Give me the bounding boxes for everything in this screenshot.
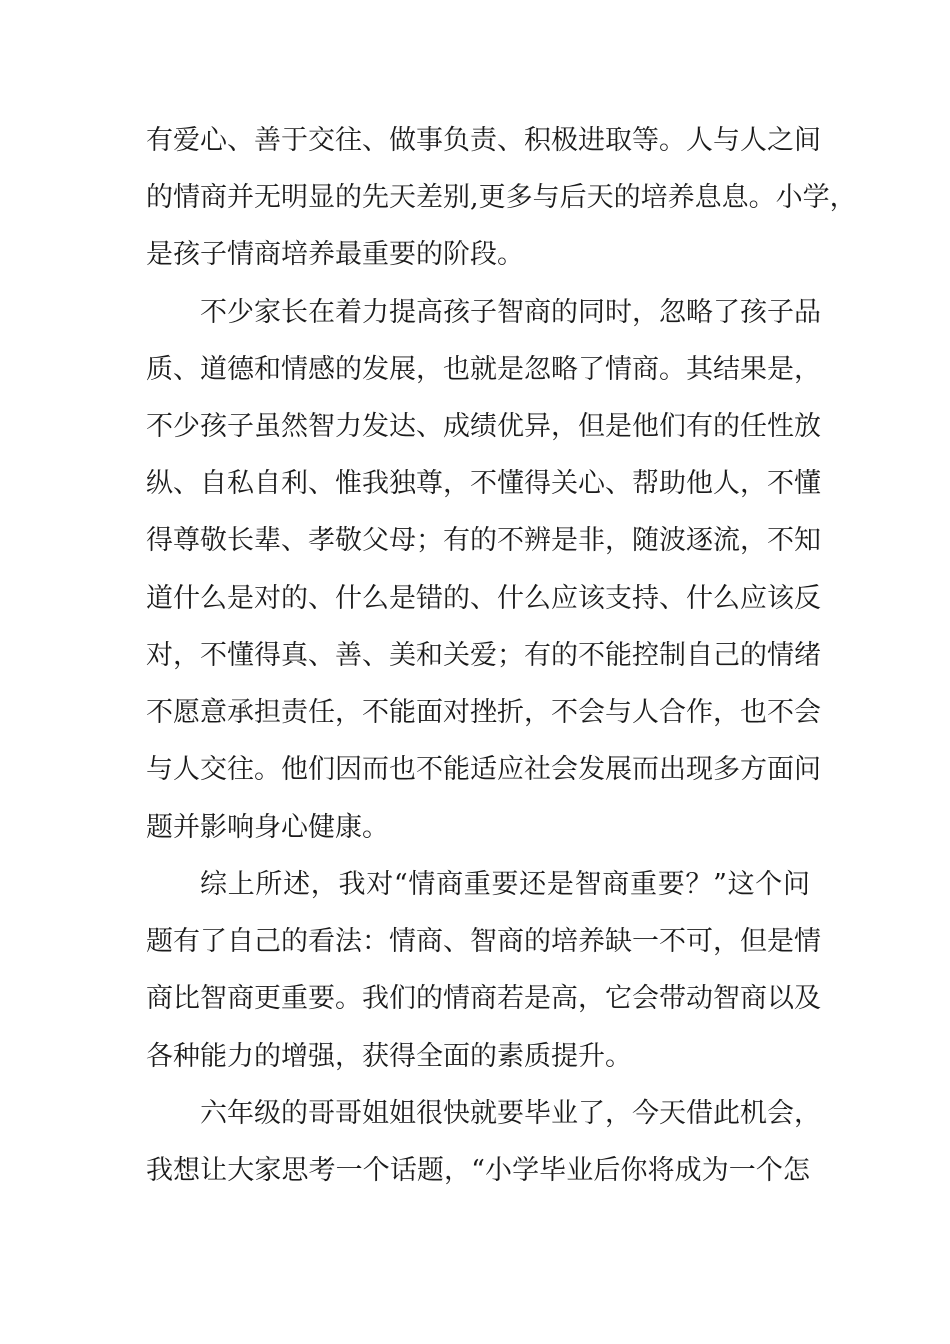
text-line: 是孩子情商培养最重要的阶段。 [146,239,524,270]
text-line: 得尊敬长辈、孝敬父母；有的不辨是非，随波逐流，不知 [146,525,821,556]
text-line: 的情商并无明显的先天差别,更多与后天的培养息息。小学， [146,182,857,213]
text-line: 题并影响身心健康。 [146,812,389,843]
text-line: 不少孩子虽然智力发达、成绩优异，但是他们有的任性放 [146,411,821,442]
paragraph-start-line: 六年级的哥哥姐姐很快就要毕业了，今天借此机会， [200,1098,821,1129]
text-line: 纵、自私自利、惟我独尊，不懂得关心、帮助他人，不懂 [146,468,821,499]
text-line: 各种能力的增强，获得全面的素质提升。 [146,1041,632,1072]
text-line: 道什么是对的、什么是错的、什么应该支持、什么应该反 [146,583,821,614]
text-line: 我想让大家思考一个话题，“小学毕业后你将成为一个怎 [146,1155,810,1186]
text-line: 不愿意承担责任，不能面对挫折，不会与人合作，也不会 [146,697,821,728]
text-line: 质、道德和情感的发展，也就是忽略了情商。其结果是， [146,354,821,385]
paragraph-start-line: 不少家长在着力提高孩子智商的同时，忽略了孩子品 [200,297,821,328]
paragraph-start-line: 综上所述，我对“情商重要还是智商重要？”这个问 [200,869,810,900]
text-line: 与人交往。他们因而也不能适应社会发展而出现多方面问 [146,754,821,785]
text-line: 商比智商更重要。我们的情商若是高，它会带动智商以及 [146,983,821,1014]
text-line: 有爱心、善于交往、做事负责、积极进取等。人与人之间 [146,125,821,156]
text-line: 题有了自己的看法：情商、智商的培养缺一不可，但是情 [146,926,821,957]
text-line: 对，不懂得真、善、美和关爱；有的不能控制自己的情绪 [146,640,821,671]
